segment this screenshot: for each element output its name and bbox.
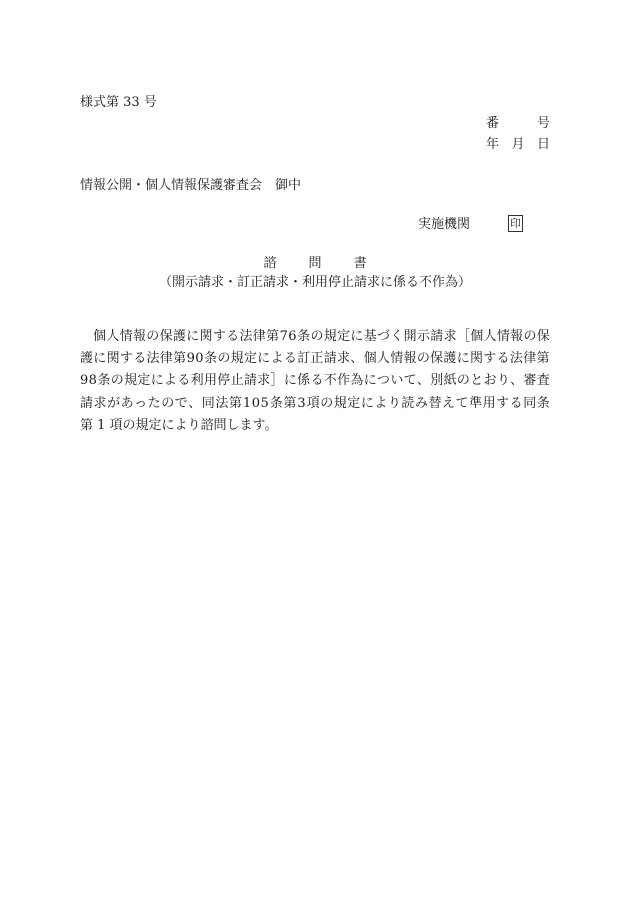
seal-mark: 印	[510, 217, 521, 230]
body-paragraph	[80, 330, 550, 441]
title-char: 書	[353, 256, 367, 271]
title-char: 諮	[263, 256, 277, 271]
date-year-char: 年	[486, 137, 500, 152]
reference-number-char: 号	[536, 116, 550, 131]
reference-number	[486, 117, 550, 130]
sender-label: 実施機関	[418, 217, 471, 232]
document-subtitle: （開示請求・訂正請求・利用停止請求に係る不作為）	[158, 275, 471, 290]
body-line: 護 に 関 す る 法 律 第 9 0 条 の 規 定 に よ る 訂 正 請 求 、 個 人 情 報 の 保 護 に 関 す る 法 律 第	[80, 351, 550, 367]
reference-number-char: 番	[486, 116, 500, 131]
body-line: 9 8 条 の 規 定 に よ る 利 用 停 止 請 求 ］ に 係 る 不 作 為 に つ い て 、 別 紙 の と お り 、 審 査	[80, 373, 550, 389]
reference-date	[486, 138, 550, 151]
document-title	[0, 257, 630, 270]
date-month-char: 月	[511, 137, 525, 152]
body-line: 請 求 が あ っ た の で 、 同 法 第 1 0 5 条 第 3 項 の 規 定 に よ り 読 み 替 え て 準 用 す る 同 条	[80, 395, 550, 411]
form-number: 様式第 33 号	[80, 95, 157, 110]
body-line: 個 人 情 報 の 保 護 に 関 す る 法 律 第 7 6 条 の 規 定 に 基 づ く 開 示 請 求 ［ 個 人 情 報 の 保	[93, 329, 550, 344]
body-line: 第 1 項の規定により諮問します。	[80, 417, 278, 433]
title-char: 問	[308, 256, 322, 271]
addressee: 情報公開・個人情報保護審査会 御中	[80, 178, 302, 193]
date-day-char: 日	[536, 137, 550, 152]
